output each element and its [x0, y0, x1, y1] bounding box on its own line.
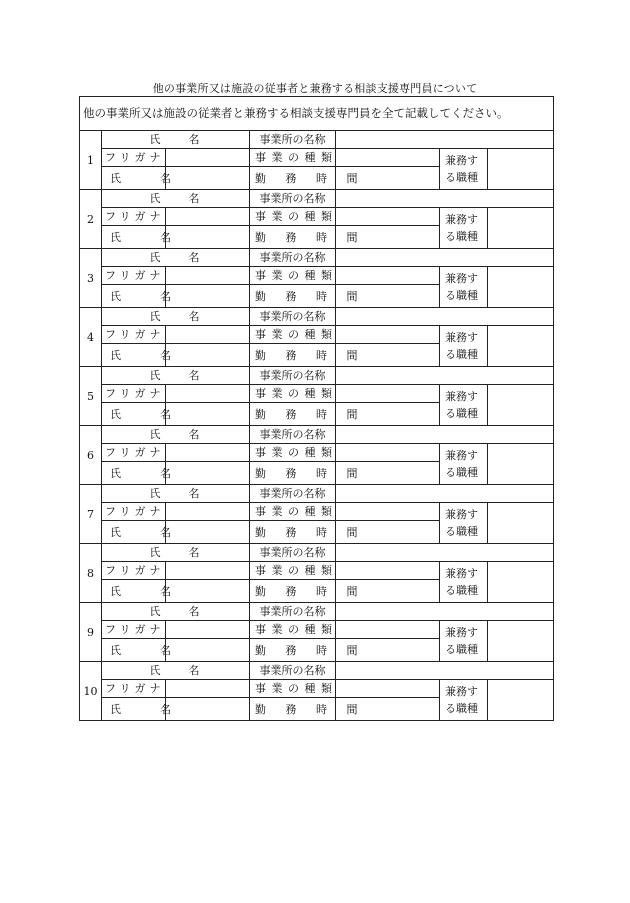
instruction-text: 他の事業所又は施設の従業者と兼務する相談支援専門員を全て記載してください。 — [80, 97, 554, 131]
name-header-label: 氏 名 — [102, 603, 250, 621]
name-header-label: 氏 名 — [102, 485, 250, 503]
concurrent-job-label: 兼務する職種 — [440, 149, 488, 190]
office-name-field[interactable] — [336, 603, 554, 621]
entry-row-header — [80, 131, 554, 149]
office-name-label: 事業所の名称 — [250, 485, 336, 503]
entry-number: 8 — [80, 544, 102, 603]
work-hours-label: 勤 務 時 間 — [250, 167, 336, 190]
entry-row-furigana — [80, 385, 554, 403]
entry-row-furigana — [80, 680, 554, 698]
furigana-field[interactable] — [166, 326, 250, 344]
office-name-field[interactable] — [336, 249, 554, 267]
office-name-label: 事業所の名称 — [250, 131, 336, 149]
name-label: 氏 名 — [102, 521, 166, 544]
furigana-label: フリガナ — [102, 444, 166, 462]
business-type-field[interactable] — [336, 267, 440, 285]
office-name-field[interactable] — [336, 426, 554, 444]
concurrent-job-field[interactable] — [488, 503, 554, 544]
name-label: 氏 名 — [102, 344, 166, 367]
entry-row-furigana — [80, 621, 554, 639]
furigana-label: フリガナ — [102, 503, 166, 521]
work-hours-label: 勤 務 時 間 — [250, 580, 336, 603]
entry-row-header — [80, 308, 554, 326]
entry-row-header — [80, 603, 554, 621]
office-name-field[interactable] — [336, 367, 554, 385]
furigana-label: フリガナ — [102, 208, 166, 226]
business-type-field[interactable] — [336, 562, 440, 580]
business-type-field[interactable] — [336, 444, 440, 462]
name-label: 氏 名 — [102, 226, 166, 249]
business-type-field[interactable] — [336, 680, 440, 698]
business-type-label: 事 業 の 種 類 — [250, 621, 336, 639]
concurrent-job-label: 兼務する職種 — [440, 208, 488, 249]
entry-number: 10 — [80, 662, 102, 721]
entry-row-header — [80, 426, 554, 444]
office-name-label: 事業所の名称 — [250, 249, 336, 267]
office-name-field[interactable] — [336, 308, 554, 326]
business-type-field[interactable] — [336, 621, 440, 639]
business-type-label: 事 業 の 種 類 — [250, 385, 336, 403]
concurrent-job-field[interactable] — [488, 267, 554, 308]
furigana-field[interactable] — [166, 621, 250, 639]
business-type-field[interactable] — [336, 208, 440, 226]
work-hours-label: 勤 務 時 間 — [250, 344, 336, 367]
furigana-field[interactable] — [166, 385, 250, 403]
name-header-label: 氏 名 — [102, 308, 250, 326]
concurrent-job-label: 兼務する職種 — [440, 326, 488, 367]
entry-row-header — [80, 367, 554, 385]
concurrent-job-field[interactable] — [488, 680, 554, 721]
name-header-label: 氏 名 — [102, 544, 250, 562]
entry-row-header — [80, 544, 554, 562]
entry-row-furigana — [80, 326, 554, 344]
entry-row-furigana — [80, 503, 554, 521]
entry-row-furigana — [80, 444, 554, 462]
name-label: 氏 名 — [102, 580, 166, 603]
name-header-label: 氏 名 — [102, 426, 250, 444]
entry-number: 2 — [80, 190, 102, 249]
entry-row-furigana — [80, 208, 554, 226]
business-type-label: 事 業 の 種 類 — [250, 326, 336, 344]
entry-number: 5 — [80, 367, 102, 426]
business-type-label: 事 業 の 種 類 — [250, 267, 336, 285]
entry-row-header — [80, 662, 554, 680]
office-name-label: 事業所の名称 — [250, 662, 336, 680]
office-name-field[interactable] — [336, 662, 554, 680]
furigana-label: フリガナ — [102, 267, 166, 285]
office-name-label: 事業所の名称 — [250, 367, 336, 385]
business-type-label: 事 業 の 種 類 — [250, 149, 336, 167]
name-label: 氏 名 — [102, 285, 166, 308]
concurrent-job-field[interactable] — [488, 385, 554, 426]
concurrent-job-label: 兼務する職種 — [440, 385, 488, 426]
entry-row-header — [80, 190, 554, 208]
business-type-label: 事 業 の 種 類 — [250, 444, 336, 462]
business-type-label: 事 業 の 種 類 — [250, 208, 336, 226]
business-type-field[interactable] — [336, 149, 440, 167]
business-type-field[interactable] — [336, 326, 440, 344]
concurrent-job-label: 兼務する職種 — [440, 503, 488, 544]
furigana-label: フリガナ — [102, 621, 166, 639]
entry-number: 6 — [80, 426, 102, 485]
concurrent-job-label: 兼務する職種 — [440, 621, 488, 662]
work-hours-label: 勤 務 時 間 — [250, 285, 336, 308]
work-hours-label: 勤 務 時 間 — [250, 521, 336, 544]
name-header-label: 氏 名 — [102, 190, 250, 208]
concurrent-job-field[interactable] — [488, 444, 554, 485]
office-name-field[interactable] — [336, 544, 554, 562]
concurrent-job-label: 兼務する職種 — [440, 680, 488, 721]
entry-number: 7 — [80, 485, 102, 544]
concurrent-staff-table — [79, 96, 554, 721]
furigana-field[interactable] — [166, 267, 250, 285]
furigana-field[interactable] — [166, 208, 250, 226]
business-type-label: 事 業 の 種 類 — [250, 562, 336, 580]
business-type-field[interactable] — [336, 385, 440, 403]
office-name-label: 事業所の名称 — [250, 603, 336, 621]
work-hours-label: 勤 務 時 間 — [250, 462, 336, 485]
furigana-label: フリガナ — [102, 562, 166, 580]
concurrent-job-field[interactable] — [488, 326, 554, 367]
furigana-field[interactable] — [166, 444, 250, 462]
office-name-label: 事業所の名称 — [250, 190, 336, 208]
office-name-field[interactable] — [336, 485, 554, 503]
furigana-label: フリガナ — [102, 149, 166, 167]
name-header-label: 氏 名 — [102, 367, 250, 385]
entry-row-header — [80, 485, 554, 503]
furigana-field[interactable] — [166, 149, 250, 167]
page-title: 他の事業所又は施設の従事者と兼務する相談支援専門員について — [152, 82, 478, 95]
furigana-label: フリガナ — [102, 385, 166, 403]
name-label: 氏 名 — [102, 403, 166, 426]
entry-row-header — [80, 249, 554, 267]
furigana-label: フリガナ — [102, 326, 166, 344]
work-hours-label: 勤 務 時 間 — [250, 226, 336, 249]
business-type-label: 事 業 の 種 類 — [250, 503, 336, 521]
concurrent-job-field[interactable] — [488, 621, 554, 662]
concurrent-job-field[interactable] — [488, 149, 554, 190]
business-type-field[interactable] — [336, 503, 440, 521]
entry-row-furigana — [80, 149, 554, 167]
entry-number: 3 — [80, 249, 102, 308]
office-name-label: 事業所の名称 — [250, 308, 336, 326]
concurrent-job-label: 兼務する職種 — [440, 562, 488, 603]
entry-row-furigana — [80, 267, 554, 285]
work-hours-label: 勤 務 時 間 — [250, 639, 336, 662]
concurrent-job-field[interactable] — [488, 208, 554, 249]
name-header-label: 氏 名 — [102, 249, 250, 267]
name-label: 氏 名 — [102, 698, 166, 721]
concurrent-job-label: 兼務する職種 — [440, 267, 488, 308]
entry-number: 9 — [80, 603, 102, 662]
work-hours-label: 勤 務 時 間 — [250, 403, 336, 426]
entry-row-furigana — [80, 562, 554, 580]
furigana-field[interactable] — [166, 680, 250, 698]
concurrent-job-label: 兼務する職種 — [440, 444, 488, 485]
office-name-field[interactable] — [336, 131, 554, 149]
furigana-field[interactable] — [166, 503, 250, 521]
business-type-label: 事 業 の 種 類 — [250, 680, 336, 698]
work-hours-label: 勤 務 時 間 — [250, 698, 336, 721]
office-name-label: 事業所の名称 — [250, 426, 336, 444]
name-label: 氏 名 — [102, 462, 166, 485]
name-label: 氏 名 — [102, 167, 166, 190]
entry-number: 1 — [80, 131, 102, 190]
office-name-field[interactable] — [336, 190, 554, 208]
name-header-label: 氏 名 — [102, 662, 250, 680]
name-label: 氏 名 — [102, 639, 166, 662]
office-name-label: 事業所の名称 — [250, 544, 336, 562]
furigana-field[interactable] — [166, 562, 250, 580]
name-header-label: 氏 名 — [102, 131, 250, 149]
concurrent-job-field[interactable] — [488, 562, 554, 603]
furigana-label: フリガナ — [102, 680, 166, 698]
entry-number: 4 — [80, 308, 102, 367]
